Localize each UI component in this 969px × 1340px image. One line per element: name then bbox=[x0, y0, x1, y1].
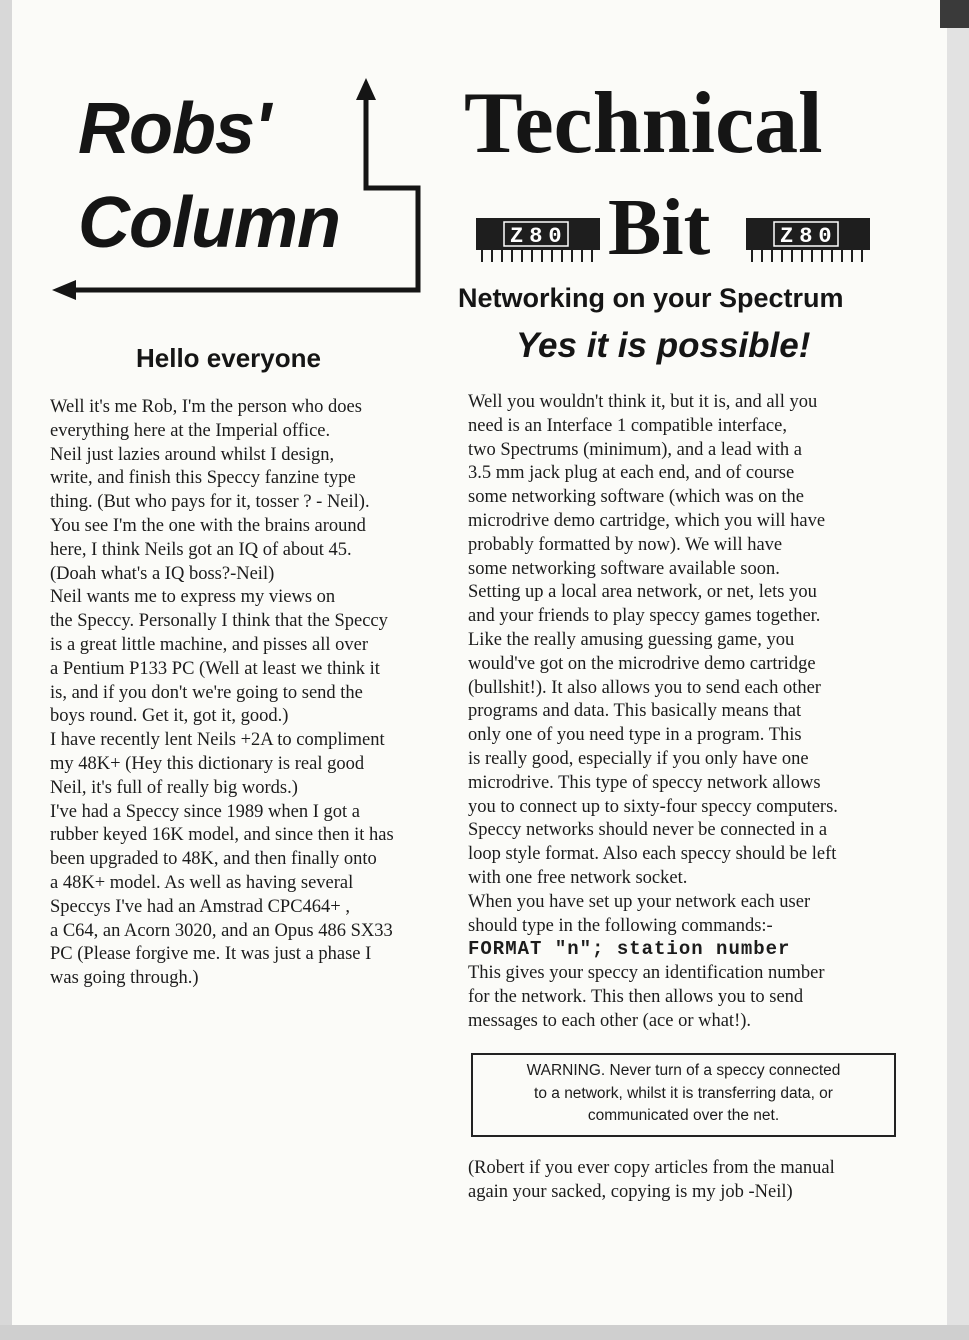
logo-line-1: Robs' bbox=[78, 89, 271, 169]
text-line: boys round. Get it, got it, good.) bbox=[50, 706, 289, 727]
text-line: and your friends to play speccy games together. bbox=[468, 606, 821, 627]
warning-line: to a network, whilst it is transferring data, or bbox=[534, 1084, 833, 1102]
page-edge-bottom bbox=[0, 1325, 969, 1340]
text-line: Well it's me Rob, I'm the person who does bbox=[50, 397, 362, 417]
text-line: Setting up a local area network, or net, lets you bbox=[468, 582, 817, 603]
text-line: is, and if you don't we're going to send the bbox=[50, 682, 363, 703]
text-line: here, I think Neils got an IQ of about 45. bbox=[50, 539, 352, 560]
text-line: When you have set up your network each user bbox=[468, 891, 811, 912]
text-line: loop style format. Also each speccy should be left bbox=[468, 844, 837, 865]
text-line: Neil just lazies around whilst I design, bbox=[50, 444, 335, 465]
text-line: Like the really amusing guessing game, you bbox=[468, 629, 795, 650]
text-line: Neil wants me to express my views on bbox=[50, 587, 336, 608]
text-line: This gives your speccy an identification number bbox=[468, 963, 825, 984]
text-line: a C64, an Acorn 3020, and an Opus 486 SX33 bbox=[50, 920, 393, 941]
technical-title: Technical bbox=[464, 75, 823, 172]
text-line: (bullshit!). It also allows you to send each other bbox=[468, 677, 821, 698]
text-line: should type in the following commands:- bbox=[468, 915, 773, 936]
editor-note bbox=[468, 1157, 898, 1205]
text-line: Speccy networks should never be connected in a bbox=[468, 820, 828, 841]
text-line: been upgraded to 48K, and then finally onto bbox=[50, 849, 377, 870]
text-line: need is an Interface 1 compatible interface, bbox=[468, 415, 787, 436]
text-line: a Pentium P133 PC (Well at least we think it bbox=[50, 658, 380, 679]
text-line: the Speccy. Personally I think that the Speccy bbox=[50, 611, 388, 632]
text-line: thing. (But who pays for it, tosser ? - Neil). bbox=[50, 492, 370, 513]
text-line: two Spectrums (minimum), and a lead with a bbox=[468, 439, 802, 460]
warning-line: communicated over the net. bbox=[587, 1107, 780, 1124]
command-line: FORMAT "n"; station number bbox=[468, 938, 791, 961]
text-line: (Doah what's a IQ boss?-Neil) bbox=[50, 563, 275, 584]
text-line: you to connect up to sixty-four speccy computers. bbox=[468, 796, 838, 817]
article-title: Networking on your Spectrum bbox=[458, 283, 844, 313]
text-line: I have recently lent Neils +2A to compliment bbox=[50, 730, 385, 751]
z80-chip-icon-right bbox=[744, 214, 872, 266]
svg-text:Z80: Z80 bbox=[780, 224, 838, 249]
text-line: microdrive. This type of speccy network allows bbox=[468, 772, 821, 793]
text-line: probably formatted by now). We will have bbox=[468, 534, 783, 555]
text-line: microdrive demo cartridge, which you will have bbox=[468, 510, 826, 531]
text-line: with one free network socket. bbox=[468, 867, 688, 888]
text-line: everything here at the Imperial office. bbox=[50, 420, 331, 441]
note-line: again your sacked, copying is my job -Neil) bbox=[468, 1181, 793, 1202]
z80-chip-icon-left bbox=[474, 214, 602, 266]
warning-box bbox=[471, 1053, 896, 1137]
text-line: rubber keyed 16K model, and since then it has bbox=[50, 825, 394, 846]
bit-title: Bit bbox=[608, 184, 711, 272]
text-line: would've got on the microdrive demo cartridge bbox=[468, 653, 816, 674]
text-line: PC (Please forgive me. It was just a phase I bbox=[50, 944, 372, 965]
text-line: Speccys I've had an Amstrad CPC464+ , bbox=[50, 896, 350, 917]
warning-line: WARNING. Never turn of a speccy connected bbox=[526, 1062, 841, 1079]
column-heading: Hello everyone bbox=[136, 343, 321, 373]
text-line: Well you wouldn't think it, but it is, and all you bbox=[468, 392, 818, 412]
note-line: (Robert if you ever copy articles from the manual bbox=[468, 1158, 835, 1178]
text-line: is really good, especially if you only have one bbox=[468, 748, 809, 769]
article-subtitle: Yes it is possible! bbox=[516, 326, 811, 365]
text-line: messages to each other (ace or what!). bbox=[468, 1010, 752, 1031]
text-line: programs and data. This basically means that bbox=[468, 701, 802, 722]
text-line: my 48K+ (Hey this dictionary is real good bbox=[50, 753, 365, 774]
left-column-text bbox=[50, 396, 445, 991]
text-line: a 48K+ model. As well as having several bbox=[50, 872, 354, 893]
svg-text:Z80: Z80 bbox=[510, 224, 568, 249]
text-line: only one of you need type in a program. This bbox=[468, 725, 802, 746]
text-line: write, and finish this Speccy fanzine type bbox=[50, 468, 356, 489]
text-line: was going through.) bbox=[50, 968, 199, 989]
text-line: 3.5 mm jack plug at each end, and of course bbox=[468, 463, 795, 484]
right-column-text bbox=[468, 391, 898, 1034]
logo-line-2: Column bbox=[78, 183, 340, 263]
text-line: for the network. This then allows you to send bbox=[468, 986, 804, 1007]
text-line: You see I'm the one with the brains around bbox=[50, 515, 366, 536]
text-line: some networking software available soon. bbox=[468, 558, 780, 579]
text-line: Neil, it's full of really big words.) bbox=[50, 777, 298, 798]
text-line: is a great little machine, and pisses all over bbox=[50, 634, 368, 655]
text-line: I've had a Speccy since 1989 when I got a bbox=[50, 801, 361, 822]
text-line: some networking software (which was on the bbox=[468, 487, 804, 508]
